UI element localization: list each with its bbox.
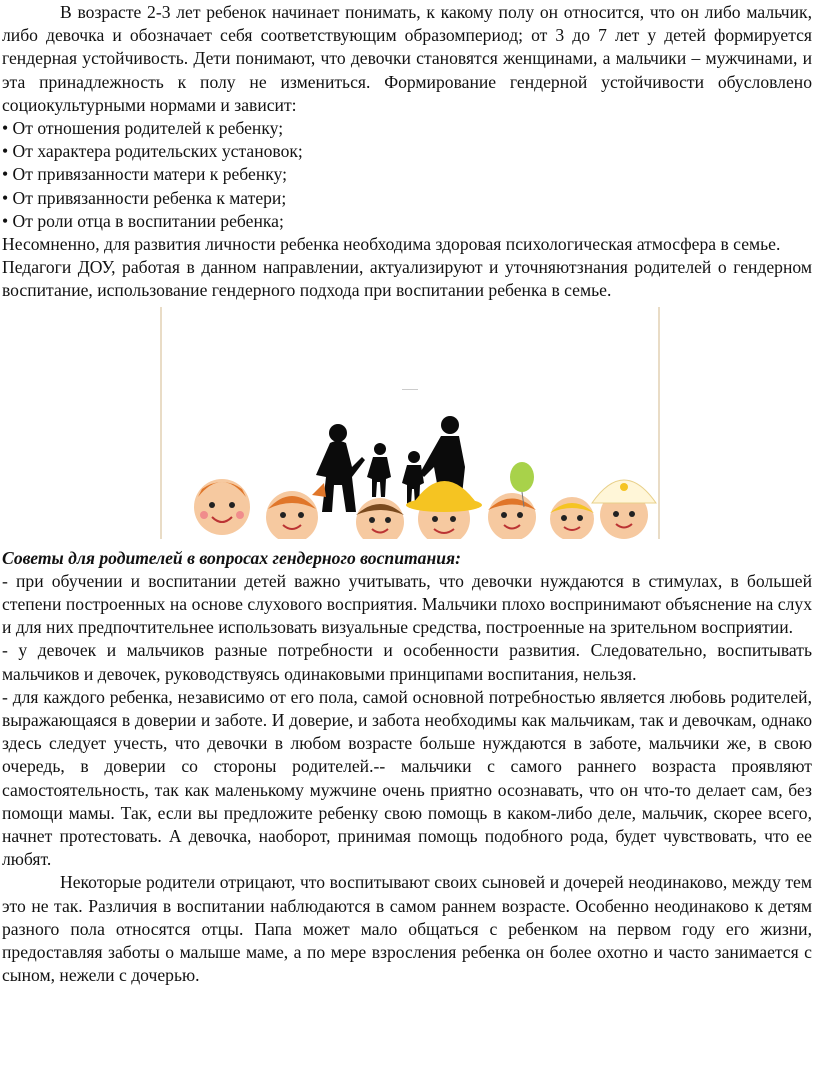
bullet-item: • От привязанности матери к ребенку; [2, 164, 288, 185]
psychology-paragraph: Несомненно, для развития личности ребенка необходима здоровая психологическая атмосфера в семье. [2, 234, 781, 255]
bullet-item: • От характера родительских установок; [2, 141, 303, 162]
advice-item: - при обучении и воспитании детей важно учитывать, что девочки нуждаются в стимулах, в большей степени построенных на основе слухового восприятия. Мальчики плохо воспринимают объяснение на слух и для них предпочтительнее использовать визуальные средства, построенные на зрительном восприятии. [2, 570, 812, 638]
family-silhouette-icon [162, 307, 658, 539]
teachers-paragraph: Педагоги ДОУ, работая в данном направлении, актуализируют и уточняютзнания родителей о гендерном воспитание, использование гендерного подхода при воспитании ребенка в семье. [2, 257, 812, 301]
final-paragraph: Некоторые родители отрицают, что воспитывают своих сыновей и дочерей неодинаково, между тем это не так. Различия в воспитании наблюдаются в самом раннем возрасте. Особенно неодинаково к детям разного пола относятся отцы. Папа может мало общаться с ребенком на первом году его жизни, предоставляя заботы о малыше маме, а по мере взросления ребенка он более охотно и часто занимается с сыном, нежели с дочерью. [2, 872, 812, 986]
family-illustration [160, 307, 660, 539]
advice-heading: Советы для родителей в вопросах гендерного воспитания: [2, 547, 461, 568]
advice-item: - у девочек и мальчиков разные потребности и особенности развития. Следовательно, воспитывать мальчиков и девочек, руководствуясь одинаковыми принципами воспитания, нельзя. [2, 640, 812, 684]
bullet-list [0, 117, 816, 233]
advice-item: - для каждого ребенка, независимо от его пола, самой основной потребностью является любовь родителей, выражающаяся в доверии и заботе. И доверие, и забота необходимы как мальчикам, так и девочкам, однако здесь следует учесть, что девочки в любом возрасте больше нуждаются в заботе, мальчики же, в свою очередь, в доверии со стороны родителей.-- мальчики с самого раннего возраста проявляют самостоятельность, так как маленькому мужчине очень приятно осознавать, что он что-то делает сам, без помощи мамы. Так, если вы предложите ребенку свою помощь в каком-либо деле, мальчик, скорее всего, начнет протестовать. А девочка, наоборот, принимая помощь подобного рода, будет чувствовать, что ее любят. [2, 686, 812, 870]
bullet-item: • От отношения родителей к ребенку; [2, 118, 284, 139]
intro-paragraph: В возрасте 2-3 лет ребенок начинает понимать, к какому полу он относится, что он либо мальчик, либо девочка и обозначает себя соответствующим образомпериод; от 3 до 7 лет у детей формируется гендерная устойчивость. Дети понимают, что девочки становятся женщинами, а мальчики – мужчинами, и эта принадлежность к полу не измениться. Формирование гендерной устойчивости обусловлено социокультурными нормами и зависит: [2, 2, 812, 115]
bullet-item: • От привязанности ребенка к матери; [2, 187, 287, 208]
bullet-item: • От роли отца в воспитании ребенка; [2, 210, 284, 231]
